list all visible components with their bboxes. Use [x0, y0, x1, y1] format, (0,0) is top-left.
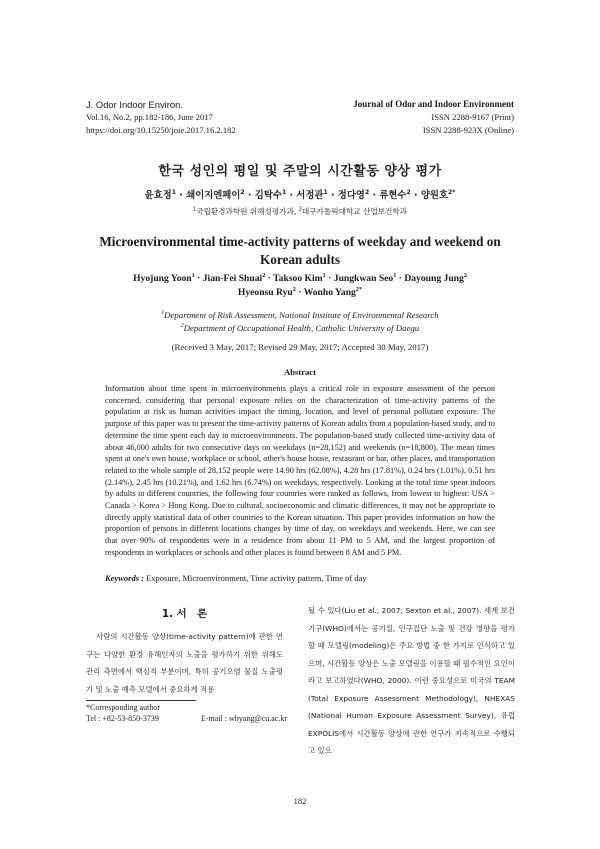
volume-info: Vol.16, No.2, pp.182-186, June 2017 [86, 112, 213, 122]
corresponding-author-label: *Corresponding author [86, 703, 160, 712]
author-name: Wonho Yang [303, 287, 356, 298]
korean-affiliations [0, 206, 600, 217]
english-affiliations [0, 309, 600, 334]
issn-print: ISSN 2288-9167 (Print) [431, 112, 514, 122]
affil-marker: 2 [180, 322, 184, 329]
footnote [86, 703, 286, 724]
journal-short-name: J. Odor Indoor Environ. [86, 99, 183, 110]
journal-header-right [353, 98, 514, 137]
author-name: Taksoo Kim [273, 273, 323, 284]
keywords-text: Exposure, Microenvironment, Time activity pattern, Time of day [143, 573, 367, 583]
author-affil-marker: 2* [448, 188, 456, 196]
author-affil-marker: 1 [322, 271, 326, 279]
english-title: Microenvironmental time-activity patterns of weekday and weekend on Korean adults [99, 234, 501, 267]
author-name: 정다영 [337, 190, 365, 201]
author-name: Dayoung Jung [404, 273, 464, 284]
author-affil-marker: 2 [406, 188, 411, 196]
english-authors-line-1: Hyojung Yoon$^1$ · Jian-Fei Shuai$^2$ · Taksoo Kim$^1$ · Jungkwan Seo$^1$ · Dayoung Jung$^2$ [133, 271, 467, 284]
author-affil-marker: 1 [281, 188, 287, 196]
author-name: 윤효정 [144, 190, 172, 201]
intro-left-column: 사람의 시간활동 양상(time-activity pattern)에 관한 연구는 다양한 환경 유해인자의 노출을 평가하기 위한 위해도 관리 측면에서 핵심적 부분이며, 특히 공기오염 물질 노출평가 및 노출 예측 모델에서 중요하게 적용 [86, 632, 283, 694]
author-affil-marker: 1 [323, 188, 328, 196]
korean-title: 한국 성인의 평일 및 주말의 시간활동 양상 평가 [158, 164, 442, 179]
received-dates: (Received 3 May, 2017; Revised 29 May, 2017; Accepted 30 May, 2017) [171, 342, 429, 352]
keywords-line [105, 573, 500, 583]
intro-right-column: 될 수 있다(Liu et al., 2007; Sexton et al., 2007). 세계 보건기구(WHO)에서는 공기질, 인구집단 노출 및 건강 영향을 평가할 때 모델링(modeling)은 주요 방법 중 한 가지로 인식하고 있으며, 시간활동 양상은 노출 모델링을 이용할 때 필수적인 요인이라고 보고하였다(WHO, 2000). 이런 중요성으로 미국의 TEAM (Total Exposure Assessment Methodology), NHEXAS (National Human Exposure Assessment Survey), 유럽 EXPOLIS에서 시간활동 양상에 관한 연구가 지속적으로 수행되고 있으 [308, 606, 515, 755]
keywords-label: Keywords : [105, 573, 144, 583]
author-name: 서정관 [296, 190, 324, 201]
author-affil-marker: 2 [240, 188, 245, 196]
author-affil-marker: 2 [292, 285, 296, 293]
affil-marker: 1 [192, 206, 197, 213]
korean-affil-1: 국립환경과학원 위해성평가과, [196, 207, 299, 216]
author-affil-marker: 1 [171, 188, 176, 196]
telephone: Tel : +82-53-850-3739 [86, 713, 159, 723]
author-affil-marker: 2 [463, 271, 467, 279]
author-affil-marker: 1 [393, 271, 397, 279]
abstract-text: Information about time spent in microenvironments plays a critical role in exposure assessment of the person concerned, considering that personal exposure relies on the characterization of time-activity patterns of the population at risk as human activities impact the timing, location, and level of personal pollutant exposure. The purpose of this paper was to present the time-activity patterns of Korean adults from a population-based study, and to determine the time spent each day in microenvironments. The population-based study collected time-activity data of about 46,000 adults for two consecutive days on weekdays (n=28,152) and weekends (n=18,800). The mean times spent at one's own house, workplace or school, other's house house, restaurant or bar, other places, and transportation related to the whole sample of 28,152 people were 14.90 hrs (62.08%), 4.28 hrs (17.81%), 0.24 hrs (1.01%), 0.51 hrs (2.14%), 2.45 hrs (10.21%), and 1.62 hrs (6.74%) on weekdays, respectively. Looking at the total time spent indoors by adults in different countries, the following four countries were ranked as follows, from lowest to highest: USA > Canada > Korea > Hong Kong. Due to cultural, socioeconomic and climatic differences, it may not be appropriate to directly apply statistical data of other countries to the Korean situation. This paper provides information on how the proportion of persons in different locations changes by time of day, on weekdays and weekends. Here, we can see that over 90% of respondents were in a residence from about 11 PM to 5 AM, and the largest proportion of respondents in workplaces or schools and other places is found between 8 AM and 5 PM. [105, 384, 495, 557]
abstract-heading: Abstract [284, 367, 316, 377]
author-name: 양원호 [420, 190, 448, 201]
author-name: 쇄이지엔페이 [186, 190, 241, 201]
author-affil-marker: 2* [355, 285, 363, 293]
issn-online: ISSN 2288-923X (Online) [422, 125, 514, 135]
email-address[interactable]: E-mail : whyang@cu.ac.kr [201, 713, 288, 723]
affil-marker: 1 [161, 310, 165, 317]
section-title-introduction: 1. 서 론 [161, 608, 208, 620]
author-affil-marker: 2 [364, 188, 370, 196]
author-affil-marker: 2 [262, 271, 266, 279]
english-authors [96, 272, 504, 300]
english-authors-line-2: Hyeonsu Ryu$^2$ · Wonho Yang$^{2*}$ [237, 285, 363, 298]
author-affil-marker: 1 [191, 271, 195, 279]
author-name: 류현수 [379, 190, 407, 201]
author-name: Hyojung Yoon [133, 273, 192, 284]
author-name: Jian-Fei Shuai [202, 273, 263, 284]
page-number: 182 [293, 796, 307, 806]
author-name: Jungkwan Seo [333, 273, 394, 284]
english-affil-1: Department of Risk Assessment, National Institute of Environmental Research [164, 310, 439, 320]
author-name: 김탁수 [254, 190, 282, 201]
journal-full-name: Journal of Odor and Indoor Environment [353, 99, 514, 109]
korean-authors: 윤효정$^1$ · 쇄이지엔페이$^2$ · 김탁수$^1$ · 서정관$^1$ · 정다영$^2$ · 류현수$^2$ · 양원호$^{2*}$ [144, 188, 456, 201]
doi-link[interactable]: https://doi.org/10.15250/joie.2017.16.2.182 [86, 125, 236, 135]
journal-header-left [86, 98, 236, 137]
affil-marker: 2 [298, 206, 302, 213]
footnote-divider [86, 700, 196, 701]
english-affil-2: Department of Occupational Health, Catholic University of Daegu [183, 322, 420, 333]
korean-affil-2: 대구가톨릭대학교 산업보건학과 [301, 207, 408, 216]
author-name: Hyeonsu Ryu [237, 287, 293, 298]
